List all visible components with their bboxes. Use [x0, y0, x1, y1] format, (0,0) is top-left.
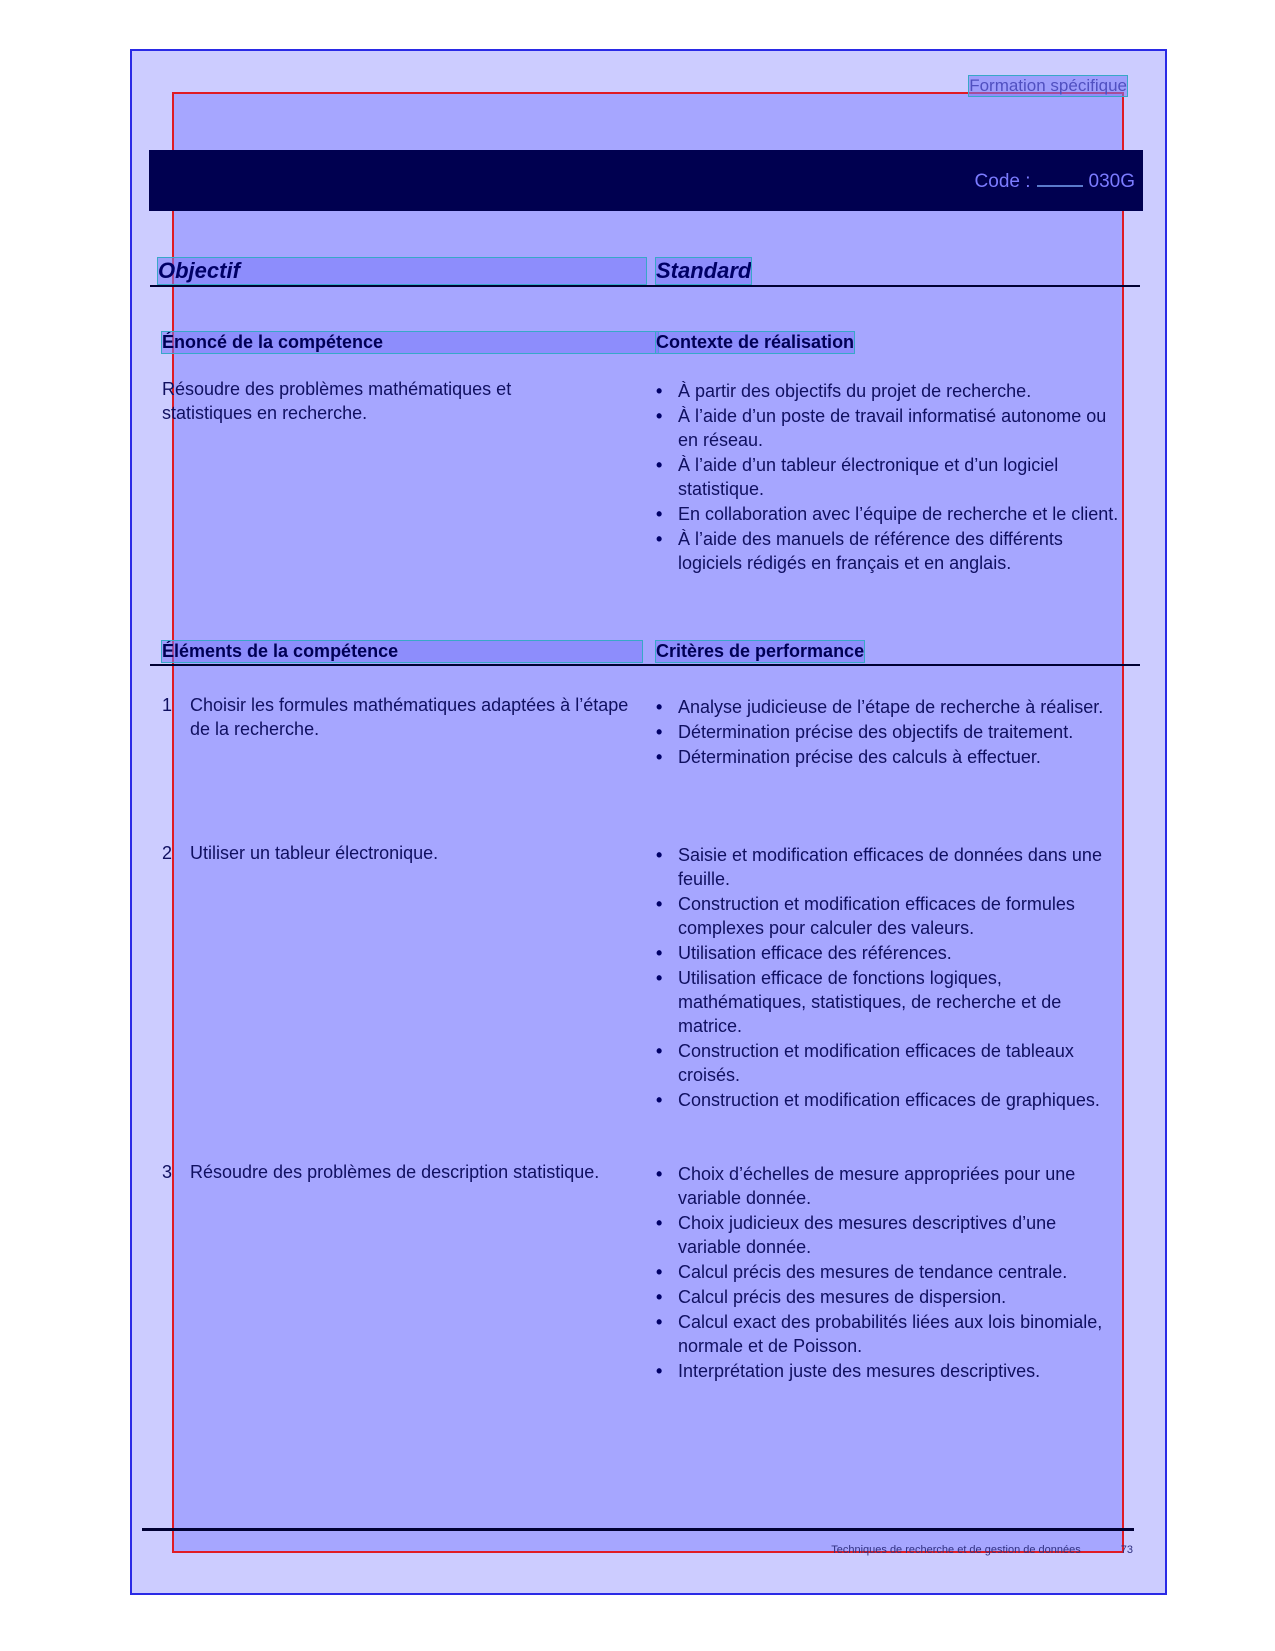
criterion-item: • Calcul exact des probabilités liées aux lois binomiale, normale et de Poisson.: [656, 1310, 1122, 1358]
element-text: Résoudre des problèmes de description statistique.: [190, 1162, 600, 1182]
element-number: 2: [162, 843, 173, 863]
footer-rule: [142, 1528, 1134, 1531]
element-number: 3: [162, 1162, 173, 1182]
criteria-list: [656, 695, 1122, 770]
element-text: Utiliser un tableur électronique.: [190, 843, 439, 863]
criterion-item: • Calcul précis des mesures de tendance centrale.: [656, 1260, 1122, 1284]
competence-element: [162, 693, 647, 741]
context-heading: Contexte de réalisation: [656, 332, 855, 352]
elements-rule: [150, 664, 1140, 666]
criterion-item: • Construction et modification efficaces de formules complexes pour calculer des valeurs.: [656, 892, 1122, 940]
criteria-list: [656, 843, 1122, 1113]
footer-page-number: 73: [1120, 1544, 1133, 1556]
element-number: 1: [162, 695, 173, 715]
criterion-item: • Détermination précise des calculs à effectuer.: [656, 745, 1122, 769]
footer-program: Techniques de recherche et de gestion de données: [831, 1544, 1081, 1556]
code-value: 030G: [1088, 171, 1135, 192]
code-line: [975, 171, 1135, 193]
criterion-item: • Calcul précis des mesures de dispersion.: [656, 1285, 1122, 1309]
criteria-list: [656, 1162, 1122, 1384]
running-header: Formation spécifique: [969, 76, 1127, 95]
context-item: • À l’aide d’un poste de travail informatisé autonome ou en réseau.: [656, 404, 1122, 452]
criterion-item: • Construction et modification efficaces de graphiques.: [656, 1088, 1122, 1112]
criterion-item: • Choix d’échelles de mesure appropriées pour une variable donnée.: [656, 1162, 1122, 1210]
code-gap: [1037, 173, 1083, 187]
context-item: • En collaboration avec l’équipe de recherche et le client.: [656, 502, 1122, 526]
elements-heading: Éléments de la compétence: [162, 641, 642, 662]
criterion-item: • Utilisation efficace des références.: [656, 941, 1122, 965]
context-list: [656, 379, 1122, 576]
element-text: Choisir les formules mathématiques adaptées à l’étape de la recherche.: [190, 695, 629, 739]
criterion-item: • Saisie et modification efficaces de données dans une feuille.: [656, 843, 1122, 891]
competence-element: [162, 1160, 647, 1184]
criterion-item: • Utilisation efficace de fonctions logiques, mathématiques, statistiques, de recherche et de matrice.: [656, 966, 1122, 1038]
context-item: • À l’aide d’un tableur électronique et d’un logiciel statistique.: [656, 453, 1122, 501]
criterion-item: • Choix judicieux des mesures descriptives d’une variable donnée.: [656, 1211, 1122, 1259]
context-item: • À partir des objectifs du projet de recherche.: [656, 379, 1122, 403]
context-item: • À l’aide des manuels de référence des différents logiciels rédigés en français et en anglais.: [656, 527, 1122, 575]
criterion-item: • Détermination précise des objectifs de traitement.: [656, 720, 1122, 744]
objective-column-title: Objectif: [158, 258, 646, 284]
competence-text: Résoudre des problèmes mathématiques et statistiques en recherche.: [162, 379, 512, 423]
standard-column-title: Standard: [656, 258, 752, 283]
criterion-item: • Analyse judicieuse de l’étape de recherche à réaliser.: [656, 695, 1122, 719]
page-footer: [831, 1544, 1133, 1556]
competence-element: [162, 841, 647, 865]
header-rule: [150, 285, 1140, 287]
criterion-item: • Construction et modification efficaces de tableaux croisés.: [656, 1039, 1122, 1087]
criterion-item: • Interprétation juste des mesures descriptives.: [656, 1359, 1122, 1383]
criteria-heading: Critères de performance: [656, 641, 865, 661]
competence-heading: Énoncé de la compétence: [162, 332, 658, 353]
code-label: Code :: [974, 171, 1031, 192]
